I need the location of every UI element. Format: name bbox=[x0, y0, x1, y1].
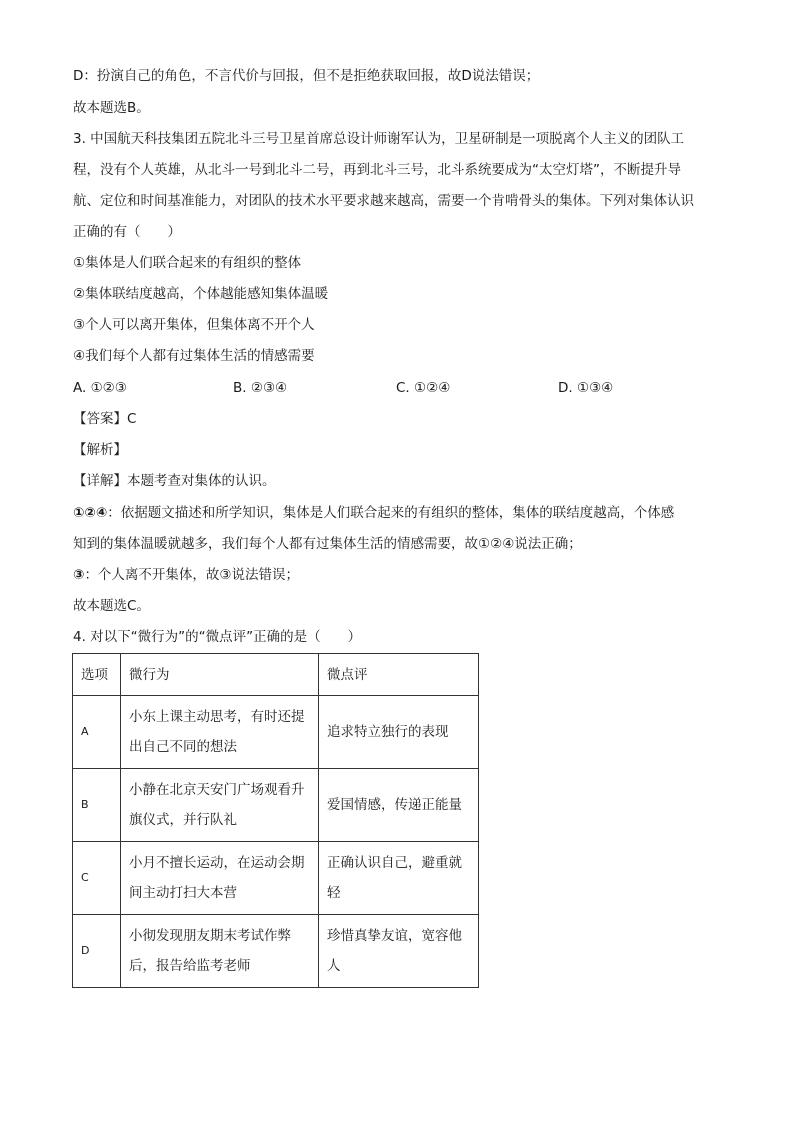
comment-line: 珍惜真挚友谊，宽容他 bbox=[327, 928, 462, 944]
q3-stem-line-3: 航、定位和时间基准能力，对团队的技术水平要求越来越高，需要一个肯啃骨头的集体。下列对集体认识 bbox=[73, 193, 694, 209]
behavior-line: 旗仪式，并行队礼 bbox=[129, 812, 237, 828]
prev-answer-line: 故本题选B。 bbox=[73, 100, 150, 116]
q3-statement-4: ④我们每个人都有过集体生活的情感需要 bbox=[73, 348, 315, 364]
q3-option-a: A. ①②③ bbox=[73, 380, 127, 396]
prev-d-line: D：扮演自己的角色，不言代价与回报，但不是拒绝获取回报，故D说法错误； bbox=[73, 68, 540, 84]
row-option: D bbox=[73, 915, 121, 988]
row-comment bbox=[319, 915, 479, 988]
comment-line: 爱国情感，传递正能量 bbox=[327, 797, 462, 813]
question-4-stem: 4. 对以下“微行为”的“微点评”正确的是（ ） bbox=[73, 629, 362, 645]
table-row bbox=[73, 769, 479, 842]
comment-line: 人 bbox=[327, 958, 341, 974]
answer-value: C bbox=[127, 411, 137, 427]
q3-explanation-2 bbox=[73, 565, 299, 585]
row-behavior bbox=[121, 915, 319, 988]
row-behavior bbox=[121, 769, 319, 842]
q3-stem-line-2: 程，没有个人英雄，从北斗一号到北斗二号，再到北斗三号，北斗系统要成为“太空灯塔”，不断提升导 bbox=[73, 162, 681, 178]
behavior-line: 小月不擅长运动，在运动会期 bbox=[129, 855, 305, 871]
q3-stem-line-1: 3. 中国航天科技集团五院北斗三号卫星首席总设计师谢军认为，卫星研制是一项脱离个人主义的团队工 bbox=[73, 131, 685, 147]
table-header-row bbox=[73, 654, 479, 696]
row-behavior bbox=[121, 842, 319, 915]
q3-statement-3: ③个人可以离开集体，但集体离不开个人 bbox=[73, 317, 315, 333]
q3-explanation-1-cont: 知到的集体温暖就越多，我们每个人都有过集体生活的情感需要，故①②④说法正确； bbox=[73, 536, 582, 552]
comment-line: 追求特立独行的表现 bbox=[327, 724, 449, 740]
explanation-2-tag: ③ bbox=[73, 567, 85, 583]
detail-text: 本题考查对集体的认识。 bbox=[127, 473, 276, 489]
table-row bbox=[73, 915, 479, 988]
q3-statement-1: ①集体是人们联合起来的有组织的整体 bbox=[73, 255, 302, 271]
explanation-1-tag: ①②④ bbox=[73, 505, 108, 521]
behavior-line: 小静在北京天安门广场观看升 bbox=[129, 782, 305, 798]
table-row bbox=[73, 696, 479, 769]
comment-line: 轻 bbox=[327, 885, 341, 901]
comment-line: 正确认识自己，避重就 bbox=[327, 855, 462, 871]
behavior-line: 小东上课主动思考，有时还提 bbox=[129, 709, 305, 725]
row-option: A bbox=[73, 696, 121, 769]
q3-option-c: C. ①②④ bbox=[396, 380, 451, 396]
q4-table bbox=[72, 653, 479, 988]
row-option: C bbox=[73, 842, 121, 915]
row-option: B bbox=[73, 769, 121, 842]
q3-final-answer: 故本题选C。 bbox=[73, 598, 150, 614]
behavior-line: 间主动打扫大本营 bbox=[129, 885, 237, 901]
behavior-line: 后，报告给监考老师 bbox=[129, 958, 251, 974]
row-comment bbox=[319, 769, 479, 842]
q3-explanation-1 bbox=[73, 503, 674, 523]
header-option: 选项 bbox=[73, 654, 121, 696]
header-behavior: 微行为 bbox=[121, 654, 319, 696]
answer-tag: 【答案】 bbox=[73, 411, 127, 427]
behavior-line: 出自己不同的想法 bbox=[129, 739, 237, 755]
table-row bbox=[73, 842, 479, 915]
row-comment bbox=[319, 842, 479, 915]
q3-statement-2: ②集体联结度越高，个体越能感知集体温暖 bbox=[73, 286, 329, 302]
row-comment bbox=[319, 696, 479, 769]
q3-analysis-tag: 【解析】 bbox=[73, 442, 127, 458]
row-behavior bbox=[121, 696, 319, 769]
explanation-1-text: ：依据题文描述和所学知识，集体是人们联合起来的有组织的整体，集体的联结度越高，个体感 bbox=[107, 505, 675, 521]
q3-answer bbox=[73, 409, 136, 429]
q3-stem-line-4: 正确的有（ ） bbox=[73, 224, 181, 240]
q3-detail bbox=[73, 471, 276, 491]
header-comment: 微点评 bbox=[319, 654, 479, 696]
explanation-2-text: ：个人离不开集体，故③说法错误； bbox=[84, 567, 300, 583]
q3-option-b: B. ②③④ bbox=[233, 380, 288, 396]
behavior-line: 小彻发现朋友期末考试作弊 bbox=[129, 928, 291, 944]
detail-tag: 【详解】 bbox=[73, 473, 127, 489]
q3-option-d: D. ①③④ bbox=[558, 380, 614, 396]
